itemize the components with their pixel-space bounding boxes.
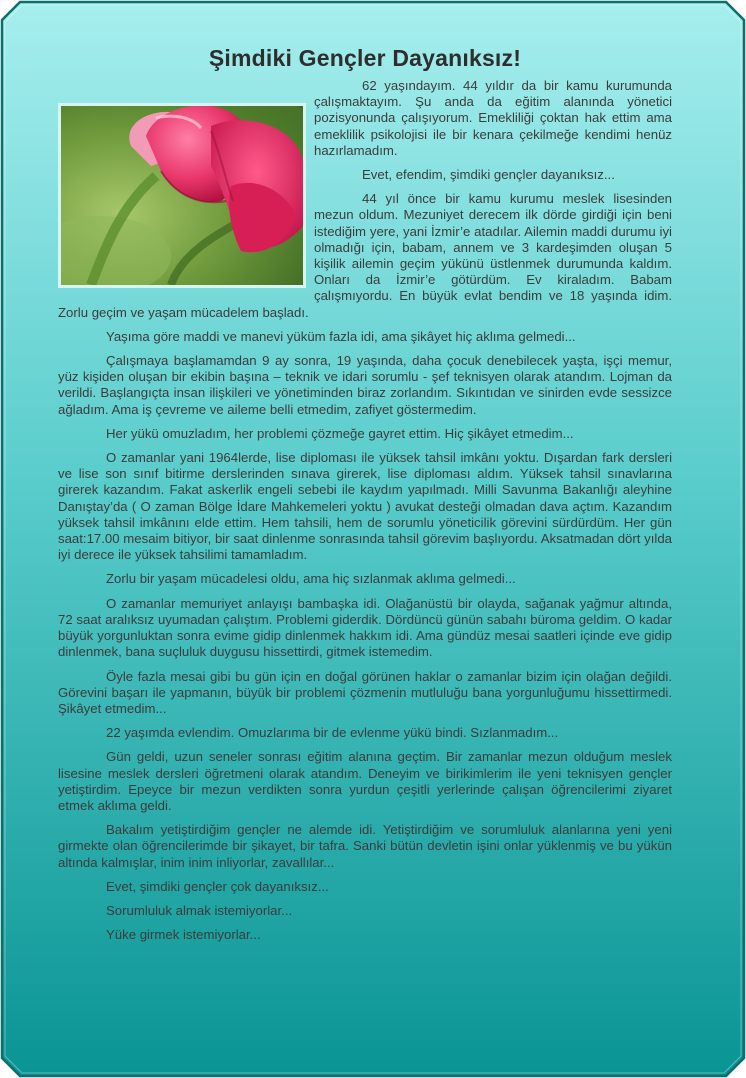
- paragraph-11: 22 yaşımda evlendim. Omuzlarıma bir de evlenme yükü bindi. Sızlanmadım...: [106, 725, 559, 741]
- paragraph-3: 44 yıl önce bir kamu kurumu meslek lisesinden mezun oldum. Mezuniyet derecem ilk dörde girdiği için beni istediğim yere, yani İzmir’e atadılar. Ailemin maddi durumu iyi olmadığı için, babam, annem ve 3 kardeşimden oluşan 5 kişilik ailemin geçim yükünü üstlenmek durumunda kaldım. Onları da İzmir’e götürdüm. Ev kiraladım. Babam çalışmıyordu. En büyük evlat bendim ve 18 yaşında idim. Zorlu geçim ve yaşam mücadelem başladı.: [58, 191, 672, 320]
- paragraph-4: Yaşıma göre maddi ve manevi yüküm fazla idi, ama şikâyet hiç aklıma gelmedi...: [106, 328, 576, 344]
- pink-rose-photo-icon: [58, 103, 306, 288]
- paragraph-6: Her yükü omuzladım, her problemi çözmeğe gayret ettim. Hiç şikâyet etmedim...: [106, 425, 574, 441]
- paragraph-2: Evet, efendim, şimdiki gençler dayanıksız...: [362, 167, 615, 183]
- paragraph-16: Yüke girmek istemiyorlar...: [106, 927, 261, 943]
- paragraph-10: Öyle fazla mesai gibi bu gün için en doğal görünen haklar o zamanlar bizim için olağan değildi. Görevini başarı ile yapmanın, büyük bir problemi çözmenin mutluluğu bana yorgunluğumu hissettirmedi. Şikâyet etmedim...: [58, 668, 672, 716]
- paragraph-13: Bakalım yetiştirdiğim gençler ne alemde idi. Yetiştirdiğim ve sorumluluk alanlarına yeni yeni girmekte olan öğrencilerimde bir şikayet, bir tafra. Sanki bütün devletin işini onlar yüklenmiş ve bu yükün altında kalmışlar, inim inim inliyorlar, zavallılar...: [58, 822, 672, 870]
- paragraph-1: 62 yaşındayım. 44 yıldır da bir kamu kurumunda çalışmaktayım. Şu anda da eğitim alanında yönetici pozisyonunda çalışıyorum. Emekliliği çoktan hak ettim ama emeklilik psikolojisi ile bir kenara çekilmeğe kendimi henüz hazırlamadım.: [314, 78, 672, 158]
- article: [58, 44, 672, 951]
- paragraph-9: O zamanlar memuriyet anlayışı bambaşka idi. Olağanüstü bir olayda, sağanak yağmur altında, 72 saat aralıksız uyumadan çalıştım. Problemi giderdik. Dördüncü günün sabahı büroma geldim. O kadar büyük yorgunluktan sonra evime gidip dinlenmek hakkım idi. Ama gündüz mesai saatleri içinde eve gidip dinlenmek, bana suçluluk duygusu hissettirdi, gitmek istemedim.: [58, 595, 672, 660]
- paragraph-8: Zorlu bir yaşam mücadelesi oldu, ama hiç sızlanmak aklıma gelmedi...: [106, 571, 516, 587]
- article-title: Şimdiki Gençler Dayanıksız!: [208, 45, 522, 71]
- paragraph-14: Evet, şimdiki gençler çok dayanıksız...: [106, 878, 329, 894]
- paragraph-5: Çalışmaya başlamamdan 9 ay sonra, 19 yaşında, daha çocuk denebilecek yaşta, işçi memur, yüz kişiden oluşan bir ekibin başına – teknik ve idari sorumlu - şef teknisyen olarak atandım. Lojman da verildi. Başlangıçta insan ilişkileri ve yönetiminden biraz zorlandım. Sıkıntıdan ve sinirden evde sessizce ağladım. Ama iş çevreme ve aileme belli etmedim, zafiyet göstermedim.: [58, 353, 672, 417]
- paragraph-12: Gün geldi, uzun seneler sonrası eğitim alanına geçtim. Bir zamanlar mezun olduğum meslek lisesine meslek dersleri öğretmeni olarak atandım. Deneyim ve birikimlerim ile yeni teknisyen gençler yetiştirdim. Epeyce bir mezun verdikten sonra yurdun çeşitli yerlerinde çalışan öğrencilerimi ziyaret etmek aklıma geldi.: [58, 749, 672, 813]
- paragraph-15: Sorumluluk almak istemiyorlar...: [106, 902, 293, 918]
- paragraph-7: O zamanlar yani 1964lerde, lise diploması ile yüksek tahsil imkânı yoktu. Dışardan fark dersleri ve lise son sınıf bitirme derslerinden sınava girerek, lise diploması aldım. Yüksek tahsil sınavlarına girerek kazandım. Fakat askerlik engeli sebebi ile kaydım yapılmadı. Milli Savunma Bakanlığı aleyhine Danıştay’da ( O zaman Bölge İdare Mahkemeleri yoktu ) avukat desteği olmadan dava açtım. Kazandım yüksek tahsil imkânını elde ettim. Hem tahsili, hem de sorumlu yöneticilik görevini sürdürdüm. Her gün saat:17.00 mesaim bitiyor, bir saat dinlenme sonrasında tahsil görevim başlıyordu. Aksatmadan dört yılda iyi derece ile yüksek tahsilimi tamamladım.: [58, 450, 672, 563]
